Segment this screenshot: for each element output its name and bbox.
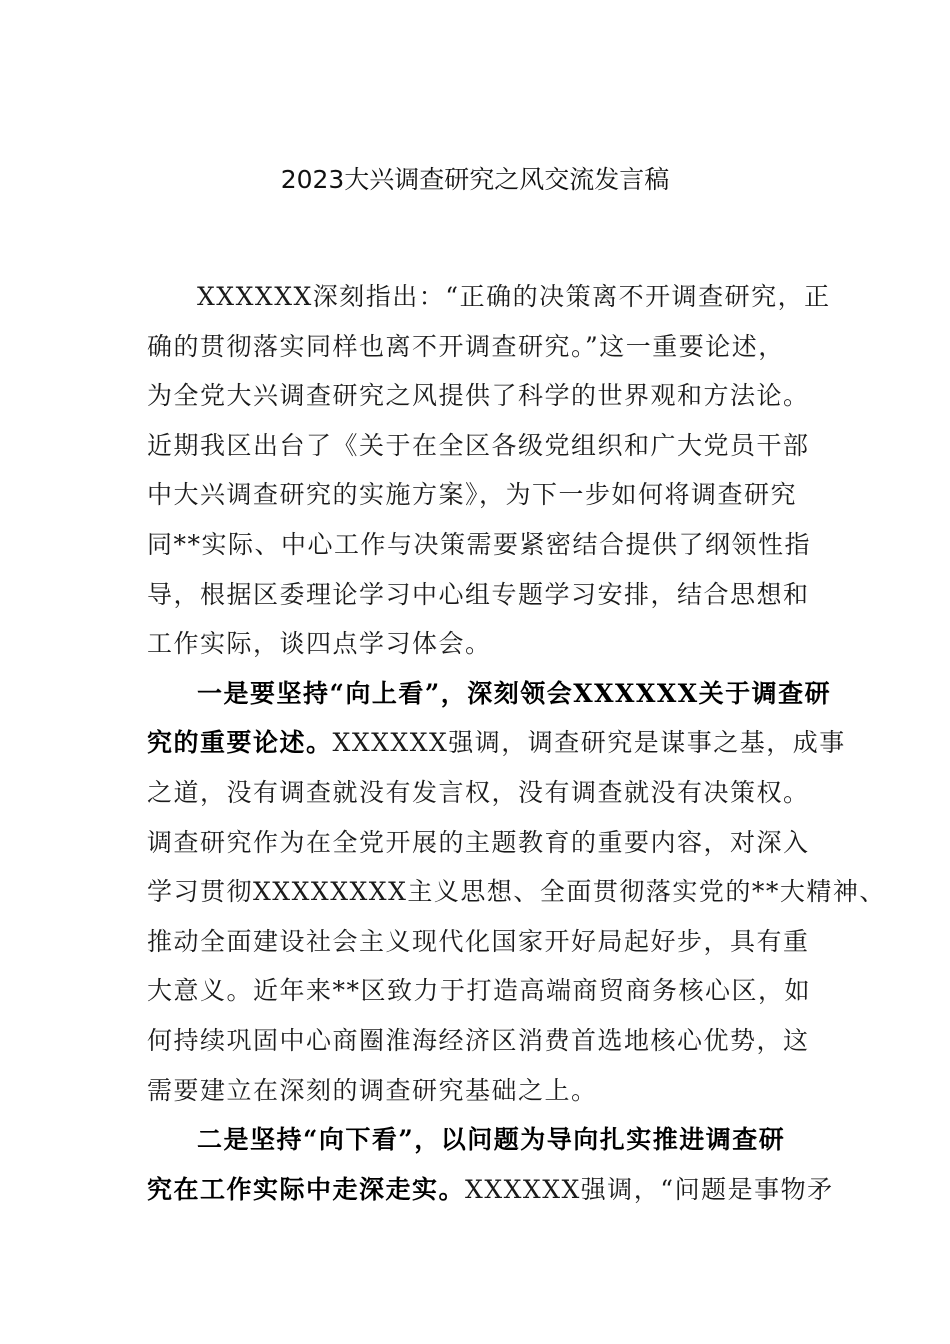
paragraph-text: XXXXXX强调，调查研究是谋事之基，成事 bbox=[332, 728, 846, 758]
paragraph-line: 大意义。近年来**区致力于打造高端商贸商务核心区，如 bbox=[147, 976, 812, 1006]
paragraph-line: 推动全面建设社会主义现代化国家开好局起好步，具有重 bbox=[147, 926, 810, 956]
paragraph-line: 近期我区出台了《关于在全区各级党组织和广大党员干部 bbox=[147, 430, 810, 460]
paragraph-line: 确的贯彻落实同样也离不开调查研究。”这一重要论述， bbox=[147, 331, 785, 361]
paragraph-line: 中大兴调查研究的实施方案》，为下一步如何将调查研究 bbox=[147, 480, 798, 510]
paragraph-line: 导，根据区委理论学习中心组专题学习安排，结合思想和 bbox=[147, 579, 810, 609]
paragraph-line bbox=[147, 1165, 834, 1215]
paragraph-line: 需要建立在深刻的调查研究基础之上。 bbox=[147, 1075, 598, 1105]
paragraph-line: 何持续巩固中心商圈淮海经济区消费首选地核心优势，这 bbox=[147, 1025, 810, 1055]
paragraph-line bbox=[147, 718, 846, 768]
paragraph-line: 之道，没有调查就没有发言权，没有调查就没有决策权。 bbox=[147, 777, 810, 807]
section-heading: 二是坚持“向下看”，以问题为导向扎实推进调查研 bbox=[197, 1125, 786, 1155]
paragraph-text: XXXXXX强调，“问题是事物矛 bbox=[465, 1174, 834, 1204]
paragraph-line: 调查研究作为在全党开展的主题教育的重要内容，对深入 bbox=[147, 827, 810, 857]
section-heading: 一是要坚持“向上看”，深刻领会XXXXXX关于调查研 bbox=[197, 678, 832, 708]
paragraph-line: 为全党大兴调查研究之风提供了科学的世界观和方法论。 bbox=[147, 381, 810, 411]
section-heading-continuation: 究的重要论述。 bbox=[147, 728, 333, 758]
paragraph-line: 工作实际，谈四点学习体会。 bbox=[147, 629, 492, 659]
paragraph-line: 学习贯彻XXXXXXXX主义思想、全面贯彻落实党的**大精神、 bbox=[147, 877, 886, 907]
document-body bbox=[147, 272, 886, 1214]
section-heading-continuation: 究在工作实际中走深走实。 bbox=[147, 1174, 466, 1204]
paragraph-line: 同**实际、中心工作与决策需要紧密结合提供了纲领性指 bbox=[147, 529, 812, 559]
document-title: 2023大兴调查研究之风交流发言稿 bbox=[280, 165, 670, 194]
paragraph-line: XXXXXX深刻指出：“正确的决策离不开调查研究，正 bbox=[197, 282, 831, 311]
